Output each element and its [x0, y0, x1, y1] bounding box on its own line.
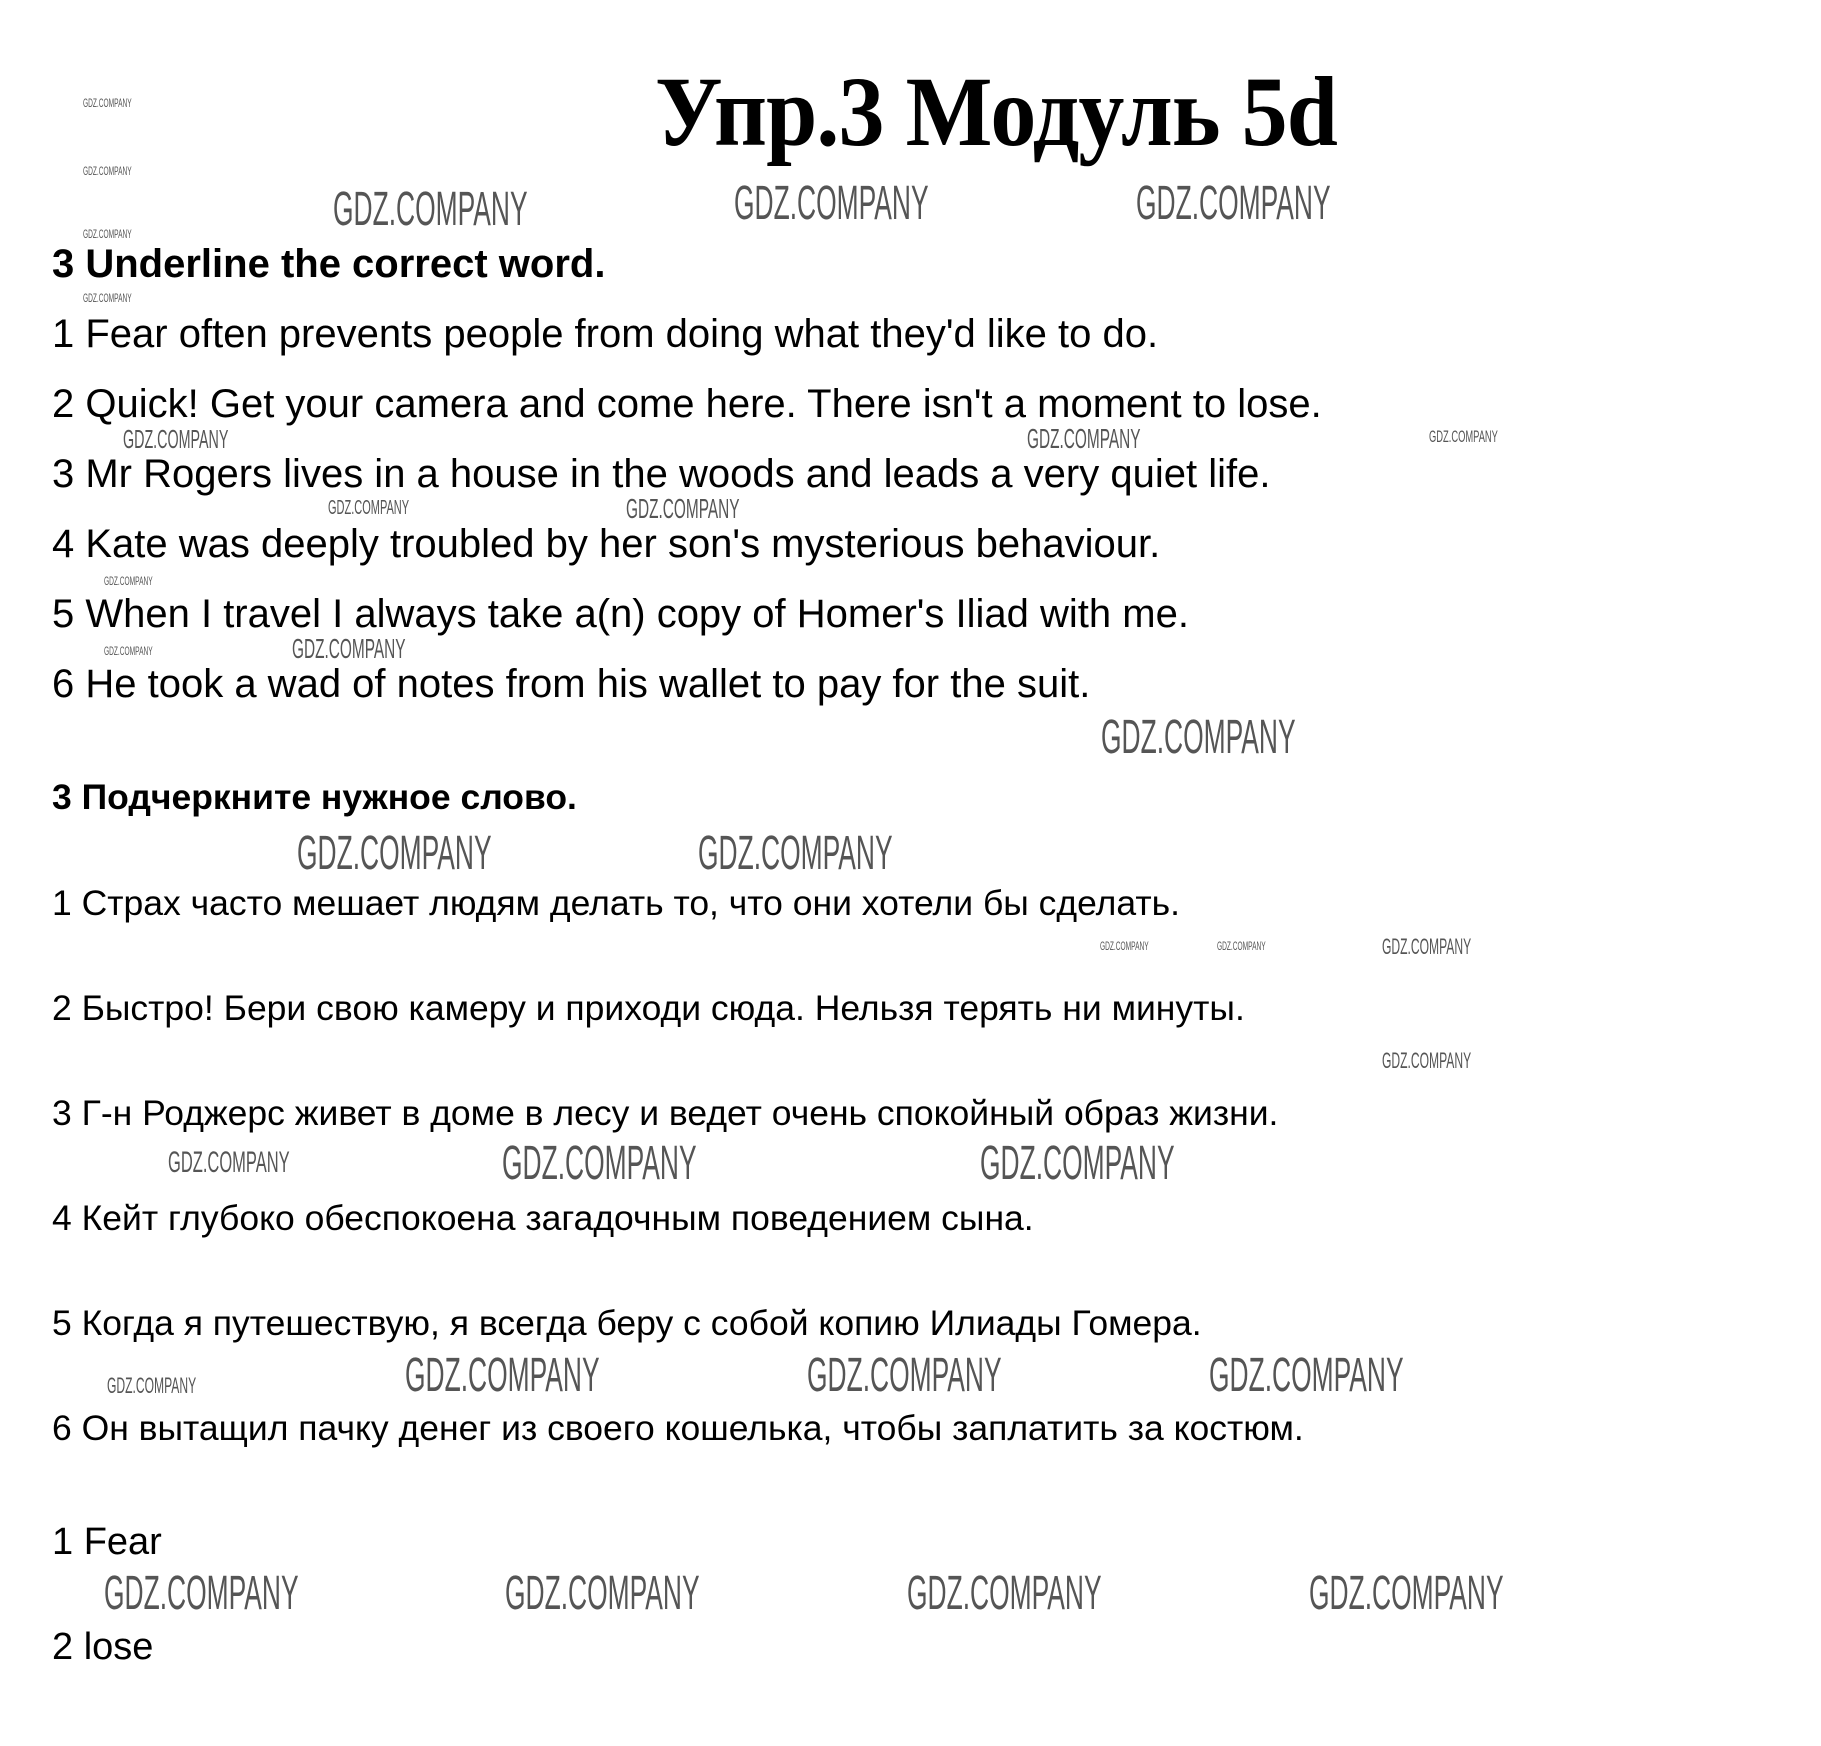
- sentence-en-4: 4 Kate was deeply troubled by her son's mysterious behaviour.: [52, 522, 1161, 566]
- watermark: GDZ.COMPANY: [698, 827, 893, 880]
- exercise-heading-en: 3 Underline the correct word.: [52, 242, 606, 286]
- watermark: GDZ.COMPANY: [168, 1146, 290, 1179]
- watermark: GDZ.COMPANY: [1209, 1349, 1404, 1402]
- watermark: GDZ.COMPANY: [1101, 711, 1296, 764]
- watermark: GDZ.COMPANY: [807, 1349, 1002, 1402]
- watermark: GDZ.COMPANY: [1100, 939, 1149, 953]
- sentence-ru-1: 1 Страх часто мешает людям делать то, что они хотели бы сделать.: [52, 883, 1180, 923]
- watermark: GDZ.COMPANY: [734, 177, 929, 230]
- watermark: GDZ.COMPANY: [1429, 427, 1498, 446]
- sentence-en-1: 1 Fear often prevents people from doing what they'd like to do.: [52, 312, 1159, 356]
- sentence-ru-3: 3 Г-н Роджерс живет в доме в лесу и ведет очень спокойный образ жизни.: [52, 1093, 1279, 1133]
- sentence-ru-2: 2 Быстро! Бери свою камеру и приходи сюда. Нельзя терять ни минуты.: [52, 988, 1245, 1028]
- watermark: GDZ.COMPANY: [104, 1567, 299, 1620]
- watermark: GDZ.COMPANY: [1382, 1048, 1472, 1073]
- watermark: GDZ.COMPANY: [292, 633, 406, 664]
- sentence-ru-6: 6 Он вытащил пачку денег из своего кошелька, чтобы заплатить за костюм.: [52, 1408, 1304, 1448]
- watermark: GDZ.COMPANY: [83, 96, 132, 110]
- sentence-en-6: 6 He took a wad of notes from his wallet to pay for the suit.: [52, 662, 1091, 706]
- answer-2: 2 lose: [52, 1626, 154, 1668]
- watermark: GDZ.COMPANY: [1136, 177, 1331, 230]
- watermark: GDZ.COMPANY: [104, 644, 153, 658]
- watermark: GDZ.COMPANY: [1309, 1567, 1504, 1620]
- watermark: GDZ.COMPANY: [502, 1137, 697, 1190]
- watermark: GDZ.COMPANY: [505, 1567, 700, 1620]
- answer-1: 1 Fear: [52, 1521, 162, 1563]
- watermark: GDZ.COMPANY: [83, 291, 132, 305]
- watermark: GDZ.COMPANY: [83, 227, 132, 241]
- exercise-heading-ru: 3 Подчеркните нужное слово.: [52, 777, 577, 817]
- watermark: GDZ.COMPANY: [1027, 423, 1141, 454]
- watermark: GDZ.COMPANY: [123, 424, 229, 454]
- watermark: GDZ.COMPANY: [980, 1137, 1175, 1190]
- watermark: GDZ.COMPANY: [1382, 934, 1472, 959]
- sentence-ru-4: 4 Кейт глубоко обеспокоена загадочным поведением сына.: [52, 1198, 1034, 1238]
- watermark: GDZ.COMPANY: [333, 183, 528, 236]
- watermark: GDZ.COMPANY: [104, 574, 153, 588]
- watermark: GDZ.COMPANY: [907, 1567, 1102, 1620]
- watermark: GDZ.COMPANY: [297, 827, 492, 880]
- watermark: GDZ.COMPANY: [83, 164, 132, 178]
- watermark: GDZ.COMPANY: [405, 1349, 600, 1402]
- watermark: GDZ.COMPANY: [328, 497, 410, 519]
- page-title: Упр.3 Модуль 5d: [655, 56, 1338, 167]
- sentence-en-5: 5 When I travel I always take a(n) copy of Homer's Iliad with me.: [52, 592, 1189, 636]
- watermark: GDZ.COMPANY: [626, 493, 740, 524]
- sentence-en-3: 3 Mr Rogers lives in a house in the woods and leads a very quiet life.: [52, 452, 1271, 496]
- sentence-ru-5: 5 Когда я путешествую, я всегда беру с собой копию Илиады Гомера.: [52, 1303, 1202, 1343]
- watermark: GDZ.COMPANY: [1217, 939, 1266, 953]
- sentence-en-2: 2 Quick! Get your camera and come here. There isn't a moment to lose.: [52, 382, 1322, 426]
- watermark: GDZ.COMPANY: [107, 1373, 197, 1398]
